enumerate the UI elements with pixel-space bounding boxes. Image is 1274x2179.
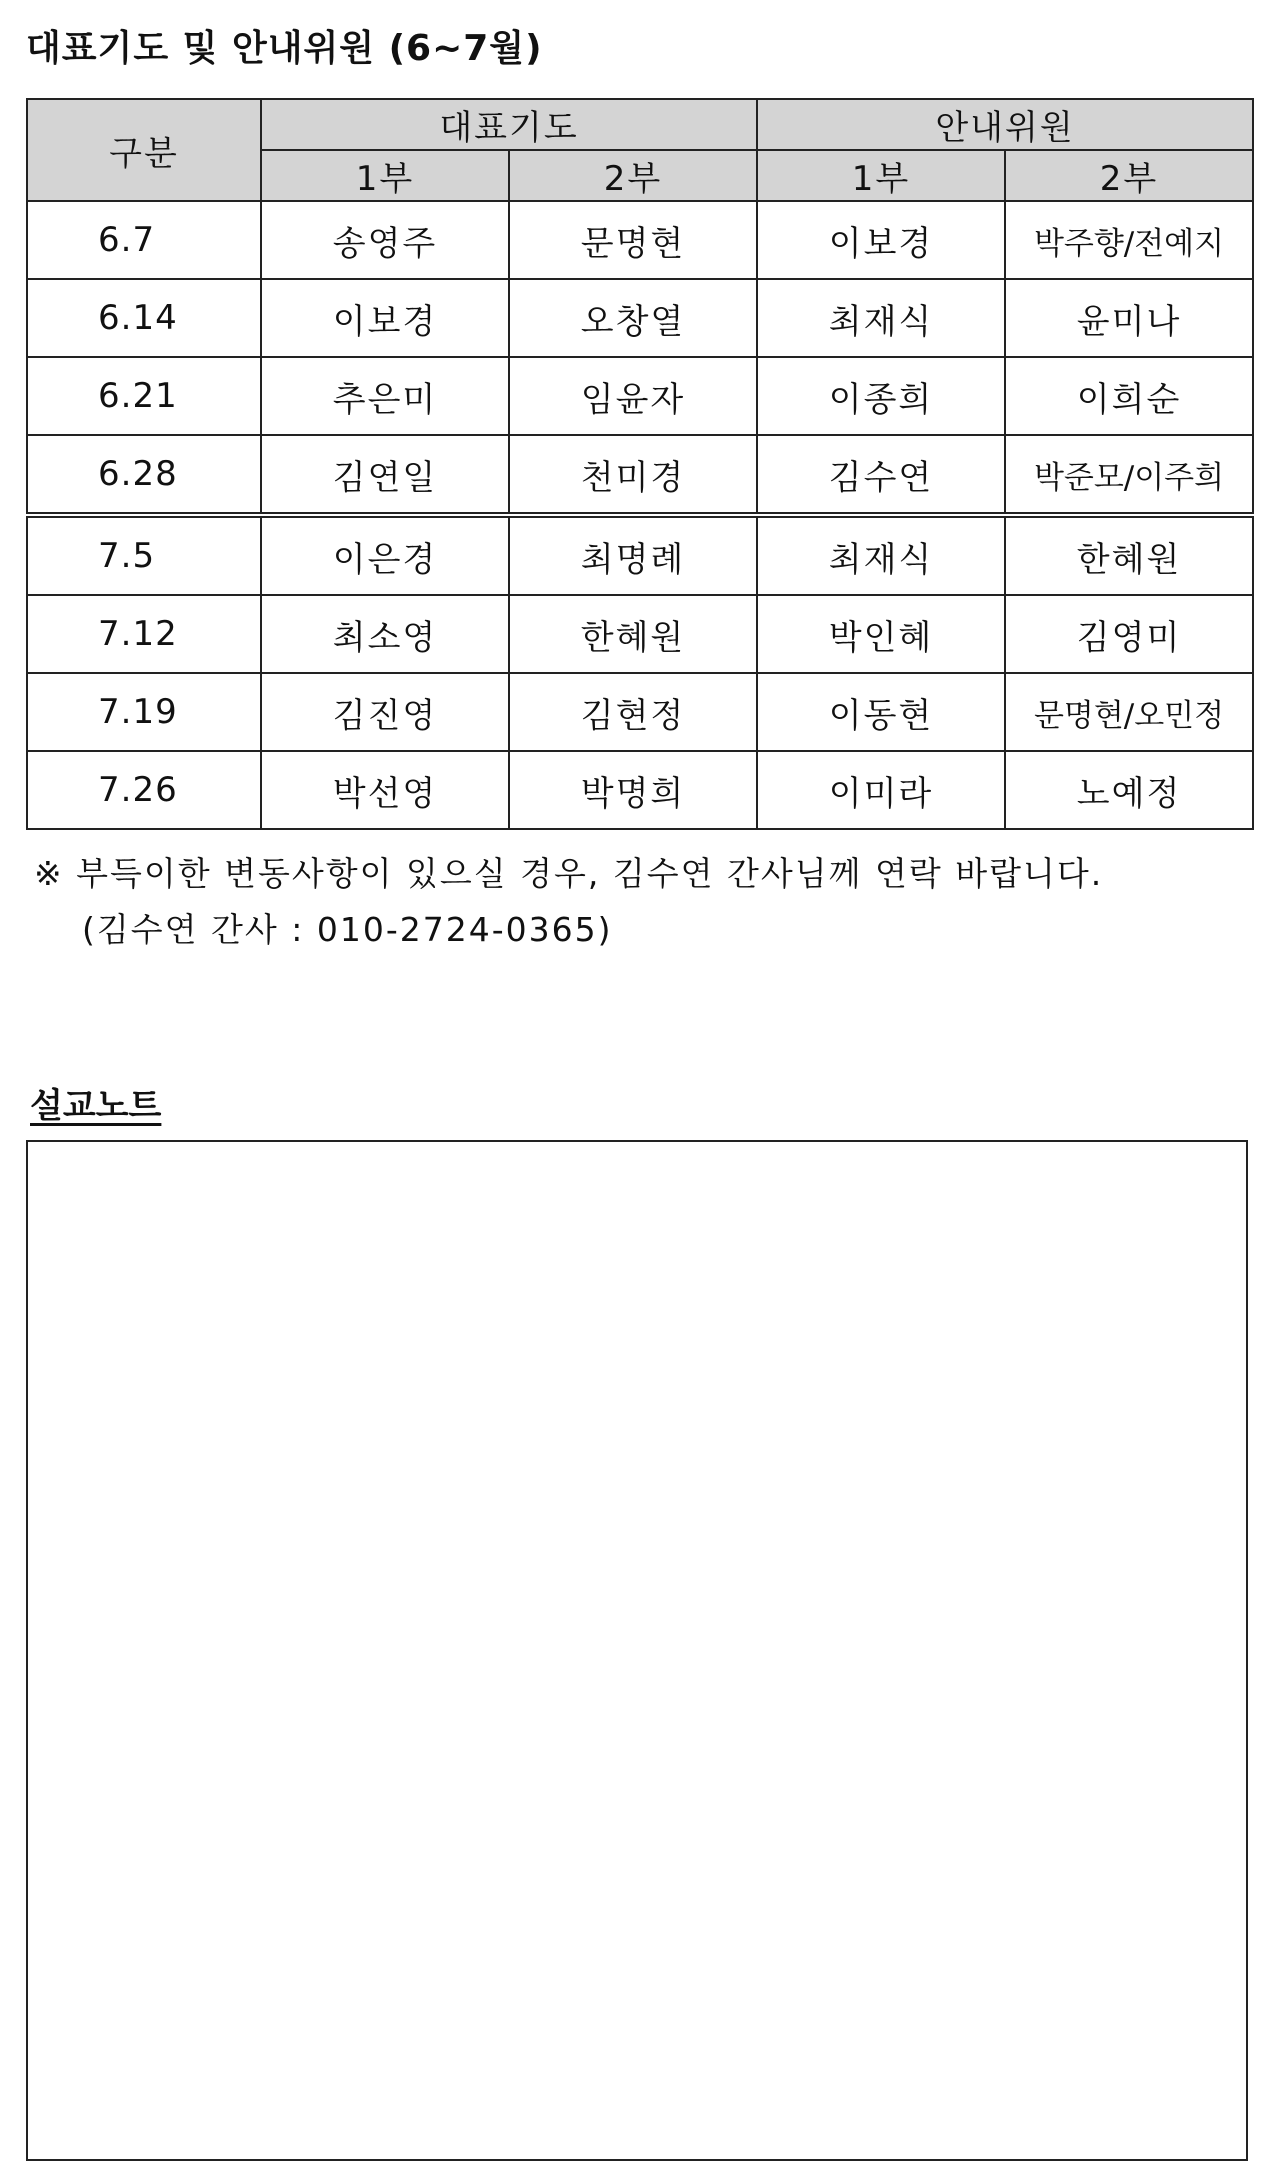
table-header-row bbox=[27, 99, 1253, 150]
table-row bbox=[27, 673, 1253, 751]
prayer-1-cell: 김진영 bbox=[261, 673, 509, 751]
table-row bbox=[27, 515, 1253, 595]
prayer-2-cell: 한혜원 bbox=[509, 595, 757, 673]
notice-line: ※ 부득이한 변동사항이 있으실 경우, 김수연 간사님께 연락 바랍니다. bbox=[34, 854, 1104, 893]
contact-notice bbox=[34, 846, 1254, 958]
subheader-prayer-2: 2부 bbox=[509, 150, 757, 201]
prayer-2-cell: 임윤자 bbox=[509, 357, 757, 435]
prayer-2-cell: 천미경 bbox=[509, 435, 757, 515]
prayer-2-cell: 최명례 bbox=[509, 515, 757, 595]
row-date: 7.5 bbox=[27, 515, 261, 595]
table-row bbox=[27, 279, 1253, 357]
prayer-1-cell: 이은경 bbox=[261, 515, 509, 595]
prayer-2-cell: 김현정 bbox=[509, 673, 757, 751]
row-date: 7.26 bbox=[27, 751, 261, 829]
usher-2-cell: 문명현/오민정 bbox=[1005, 673, 1253, 751]
prayer-2-cell: 오창열 bbox=[509, 279, 757, 357]
prayer-1-cell: 송영주 bbox=[261, 201, 509, 279]
prayer-2-cell: 문명현 bbox=[509, 201, 757, 279]
row-date: 7.19 bbox=[27, 673, 261, 751]
table-row bbox=[27, 595, 1253, 673]
prayer-1-cell: 김연일 bbox=[261, 435, 509, 515]
prayer-1-cell: 박선영 bbox=[261, 751, 509, 829]
table-row bbox=[27, 201, 1253, 279]
subheader-prayer-1: 1부 bbox=[261, 150, 509, 201]
usher-2-cell: 김영미 bbox=[1005, 595, 1253, 673]
corner-header: 구분 bbox=[27, 99, 261, 201]
usher-1-cell: 이보경 bbox=[757, 201, 1005, 279]
subheader-usher-1: 1부 bbox=[757, 150, 1005, 201]
usher-2-cell: 박주향/전예지 bbox=[1005, 201, 1253, 279]
table-row bbox=[27, 435, 1253, 515]
row-date: 6.14 bbox=[27, 279, 261, 357]
sermon-notes-box bbox=[26, 1140, 1248, 2161]
usher-2-cell: 노예정 bbox=[1005, 751, 1253, 829]
usher-1-cell: 이종희 bbox=[757, 357, 1005, 435]
prayer-1-cell: 추은미 bbox=[261, 357, 509, 435]
row-date: 7.12 bbox=[27, 595, 261, 673]
table-row bbox=[27, 751, 1253, 829]
usher-2-cell: 한혜원 bbox=[1005, 515, 1253, 595]
usher-1-cell: 최재식 bbox=[757, 279, 1005, 357]
page-title: 대표기도 및 안내위원 (6~7월) bbox=[26, 28, 543, 69]
prayer-2-cell: 박명희 bbox=[509, 751, 757, 829]
row-date: 6.28 bbox=[27, 435, 261, 515]
schedule-table bbox=[26, 98, 1254, 830]
table-row bbox=[27, 357, 1253, 435]
usher-2-cell: 윤미나 bbox=[1005, 279, 1253, 357]
group-header-prayer: 대표기도 bbox=[261, 99, 757, 150]
usher-1-cell: 이동현 bbox=[757, 673, 1005, 751]
prayer-1-cell: 최소영 bbox=[261, 595, 509, 673]
usher-1-cell: 최재식 bbox=[757, 515, 1005, 595]
sermon-notes-title: 설교노트 bbox=[30, 1086, 162, 1126]
usher-1-cell: 이미라 bbox=[757, 751, 1005, 829]
usher-1-cell: 박인혜 bbox=[757, 595, 1005, 673]
subheader-usher-2: 2부 bbox=[1005, 150, 1253, 201]
row-date: 6.7 bbox=[27, 201, 261, 279]
row-date: 6.21 bbox=[27, 357, 261, 435]
usher-1-cell: 김수연 bbox=[757, 435, 1005, 515]
usher-2-cell: 이희순 bbox=[1005, 357, 1253, 435]
usher-2-cell: 박준모/이주희 bbox=[1005, 435, 1253, 515]
notice-contact: (김수연 간사 : 010-2724-0365) bbox=[82, 910, 613, 949]
prayer-1-cell: 이보경 bbox=[261, 279, 509, 357]
group-header-usher: 안내위원 bbox=[757, 99, 1253, 150]
